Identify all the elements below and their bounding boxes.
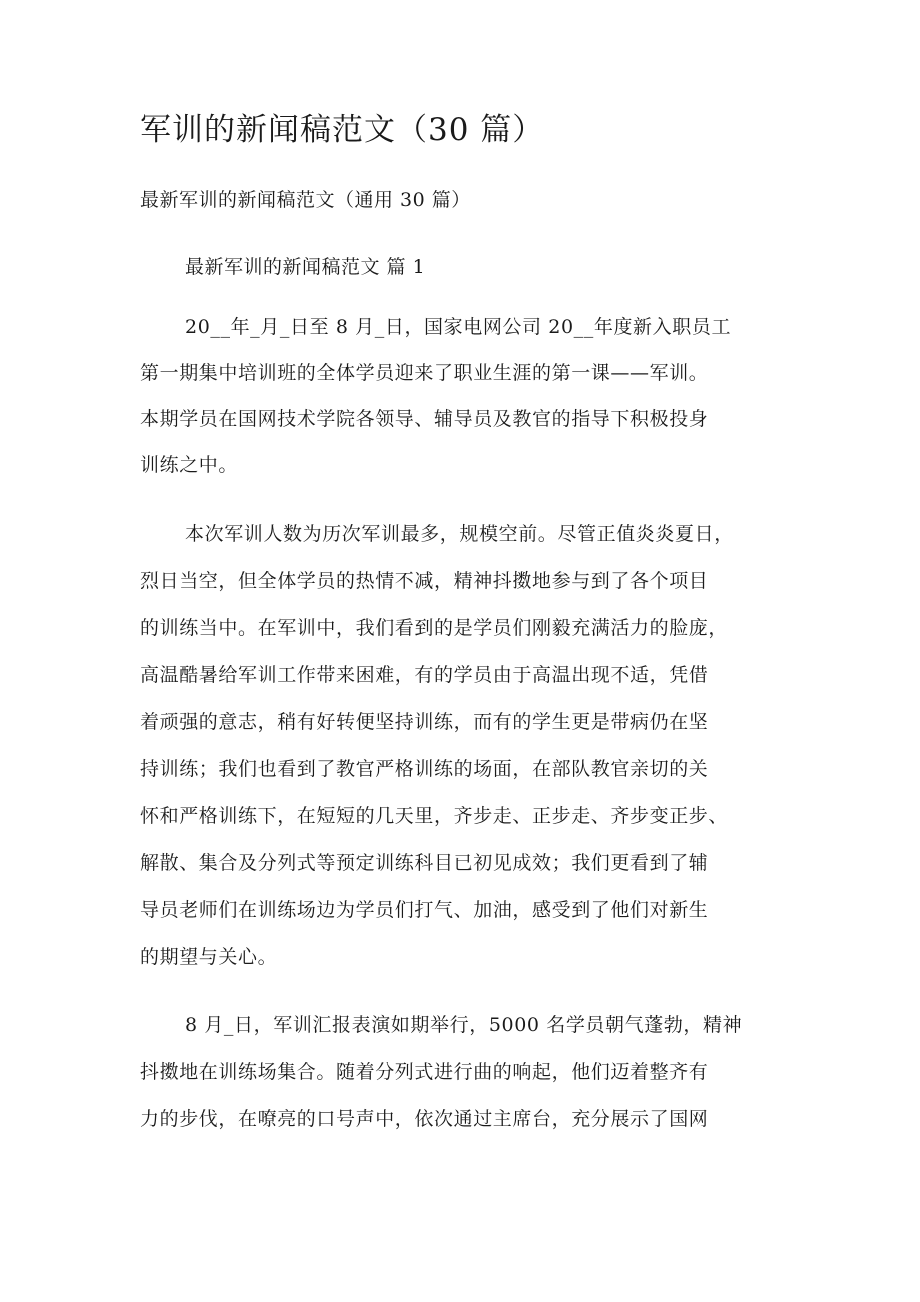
paragraph-line: 的训练当中。在军训中，我们看到的是学员们刚毅充满活力的脸庞，	[140, 617, 729, 639]
paragraph-line: 怀和严格训练下，在短短的几天里，齐步走、正步走、齐步变正步、	[140, 805, 729, 827]
paragraph-line: 本次军训人数为历次军训最多，规模空前。尽管正值炎炎夏日，	[185, 523, 734, 545]
paragraph-line: 训练之中。	[140, 454, 239, 476]
paragraph-line: 持训练；我们也看到了教官严格训练的场面，在部队教官亲切的关	[140, 758, 709, 780]
paragraph-line: 抖擞地在训练场集合。随着分列式进行曲的响起，他们迈着整齐有	[140, 1061, 709, 1083]
paragraph-line: 解散、集合及分列式等预定训练科目已初见成效；我们更看到了辅	[140, 852, 709, 874]
section-heading: 最新军训的新闻稿范文 篇 1	[185, 256, 426, 278]
paragraph-line: 着顽强的意志，稍有好转便坚持训练，而有的学生更是带病仍在坚	[140, 711, 709, 733]
paragraph-line: 本期学员在国网技术学院各领导、辅导员及教官的指导下积极投身	[140, 408, 709, 430]
paragraph-line: 的期望与关心。	[140, 946, 278, 968]
document-title: 军训的新闻稿范文（30 篇）	[140, 112, 545, 148]
paragraph-line: 高温酷暑给军训工作带来困难，有的学员由于高温出现不适，凭借	[140, 664, 709, 686]
paragraph-line: 第一期集中培训班的全体学员迎来了职业生涯的第一课——军训。	[140, 362, 709, 384]
paragraph-line: 导员老师们在训练场边为学员们打气、加油，感受到了他们对新生	[140, 899, 709, 921]
document-subtitle: 最新军训的新闻稿范文（通用 30 篇）	[140, 189, 471, 211]
paragraph-line: 8 月_日，军训汇报表演如期举行，5000 名学员朝气蓬勃，精神	[185, 1014, 743, 1036]
paragraph-line: 烈日当空，但全体学员的热情不减，精神抖擞地参与到了各个项目	[140, 570, 709, 592]
paragraph-line: 20__年_月_日至 8 月_日，国家电网公司 20__年度新入职员工	[185, 316, 732, 338]
paragraph-line: 力的步伐，在嘹亮的口号声中，依次通过主席台，充分展示了国网	[140, 1108, 709, 1130]
